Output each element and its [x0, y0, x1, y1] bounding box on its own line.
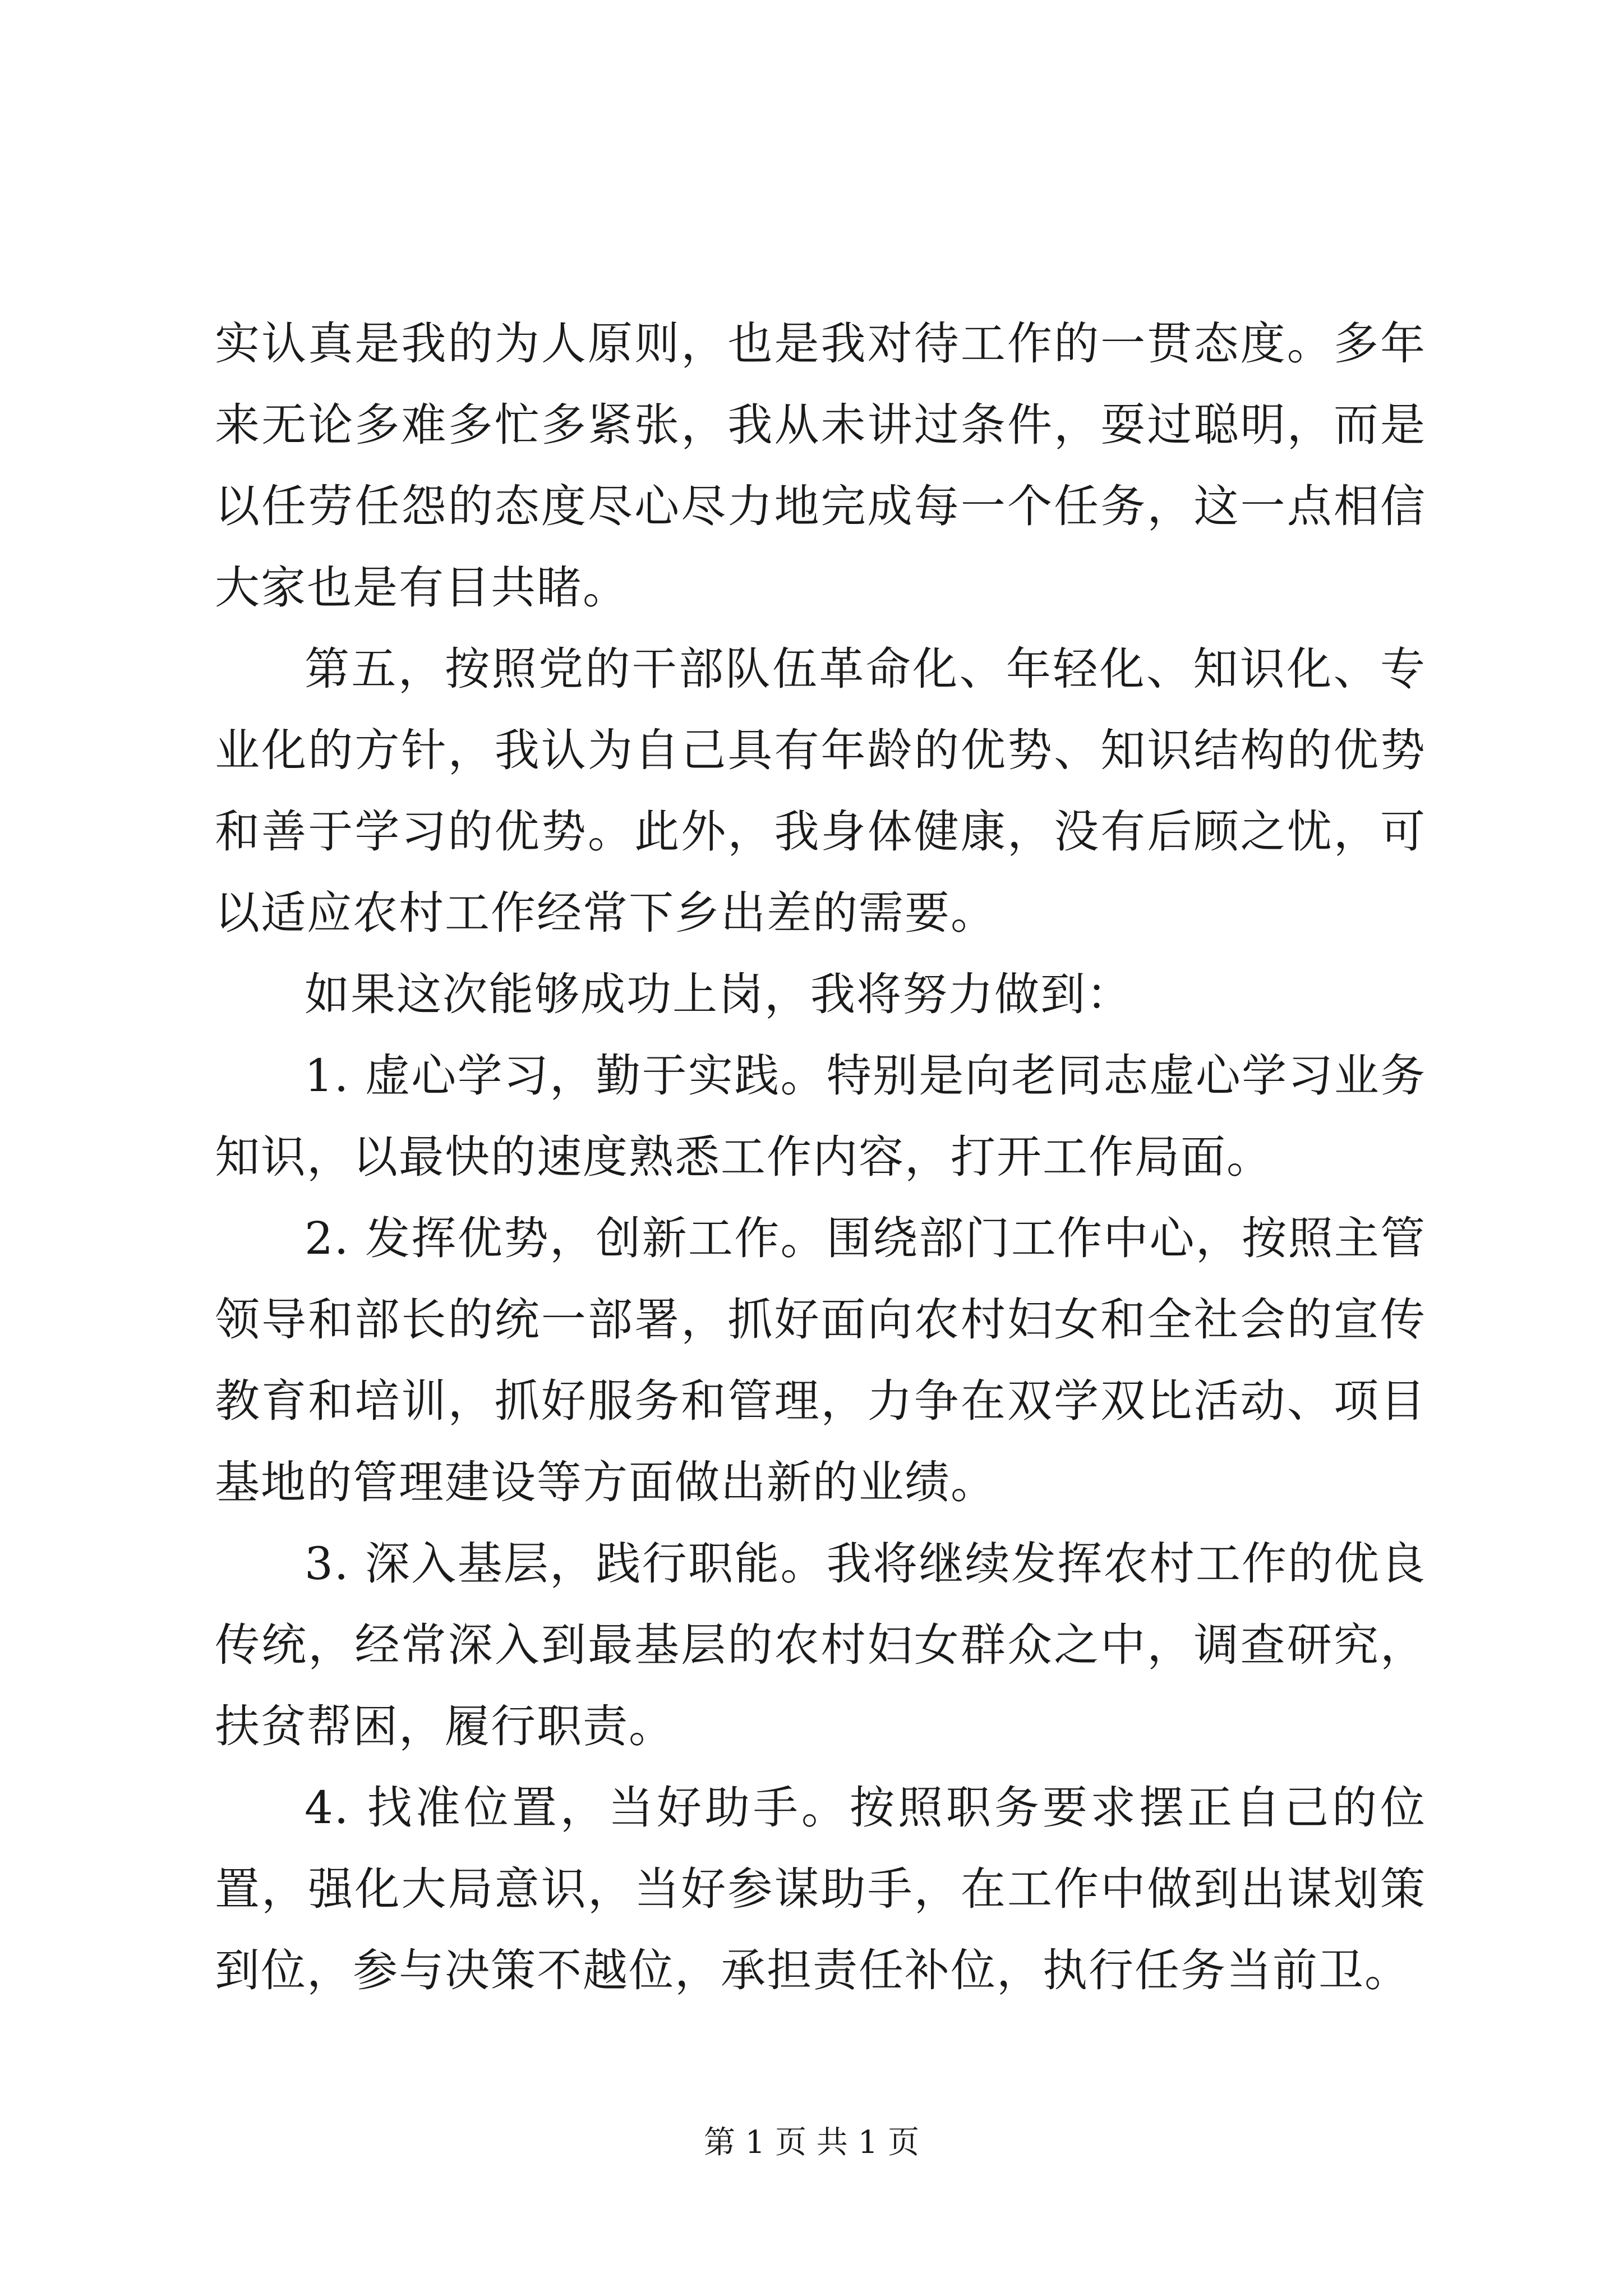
paragraph: 第五，按照党的干部队伍革命化、年轻化、知识化、专业化的方针，我认为自己具有年龄的优势、知识结构的优势和善于学习的优势。此外，我身体健康，没有后顾之忧，可以适应农村工作经常下乡出差的需要。: [215, 643, 1426, 939]
paragraph: 如果这次能够成功上岗，我将努力做到：: [305, 968, 1132, 1020]
document-body: [215, 303, 1426, 2011]
paragraph: 实认真是我的为人原则，也是我对待工作的一贯态度。多年来无论多难多忙多紧张，我从未讲过条件，耍过聪明，而是以任劳任怨的态度尽心尽力地完成每一个任务，这一点相信大家也是有目共睹。: [215, 318, 1426, 614]
list-item: 3. 深入基层，践行职能。我将继续发挥农村工作的优良传统，经常深入到最基层的农村妇女群众之中，调查研究，扶贫帮困，履行职责。: [215, 1538, 1426, 1752]
page-footer: 第 1 页 共 1 页: [703, 2124, 920, 2161]
list-item: 1. 虚心学习，勤于实践。特别是向老同志虚心学习业务知识，以最快的速度熟悉工作内容，打开工作局面。: [215, 1050, 1426, 1183]
list-item: 2. 发挥优势，创新工作。围绕部门工作中心，按照主管领导和部长的统一部署，抓好面向农村妇女和全社会的宣传教育和培训，抓好服务和管理，力争在双学双比活动、项目基地的管理建设等方面做出新的业绩。: [215, 1212, 1426, 1508]
list-item: 4. 找准位置，当好助手。按照职务要求摆正自己的位置，强化大局意识，当好参谋助手，在工作中做到出谋划策到位，参与决策不越位，承担责任补位，执行任务当前卫。: [215, 1782, 1426, 1996]
